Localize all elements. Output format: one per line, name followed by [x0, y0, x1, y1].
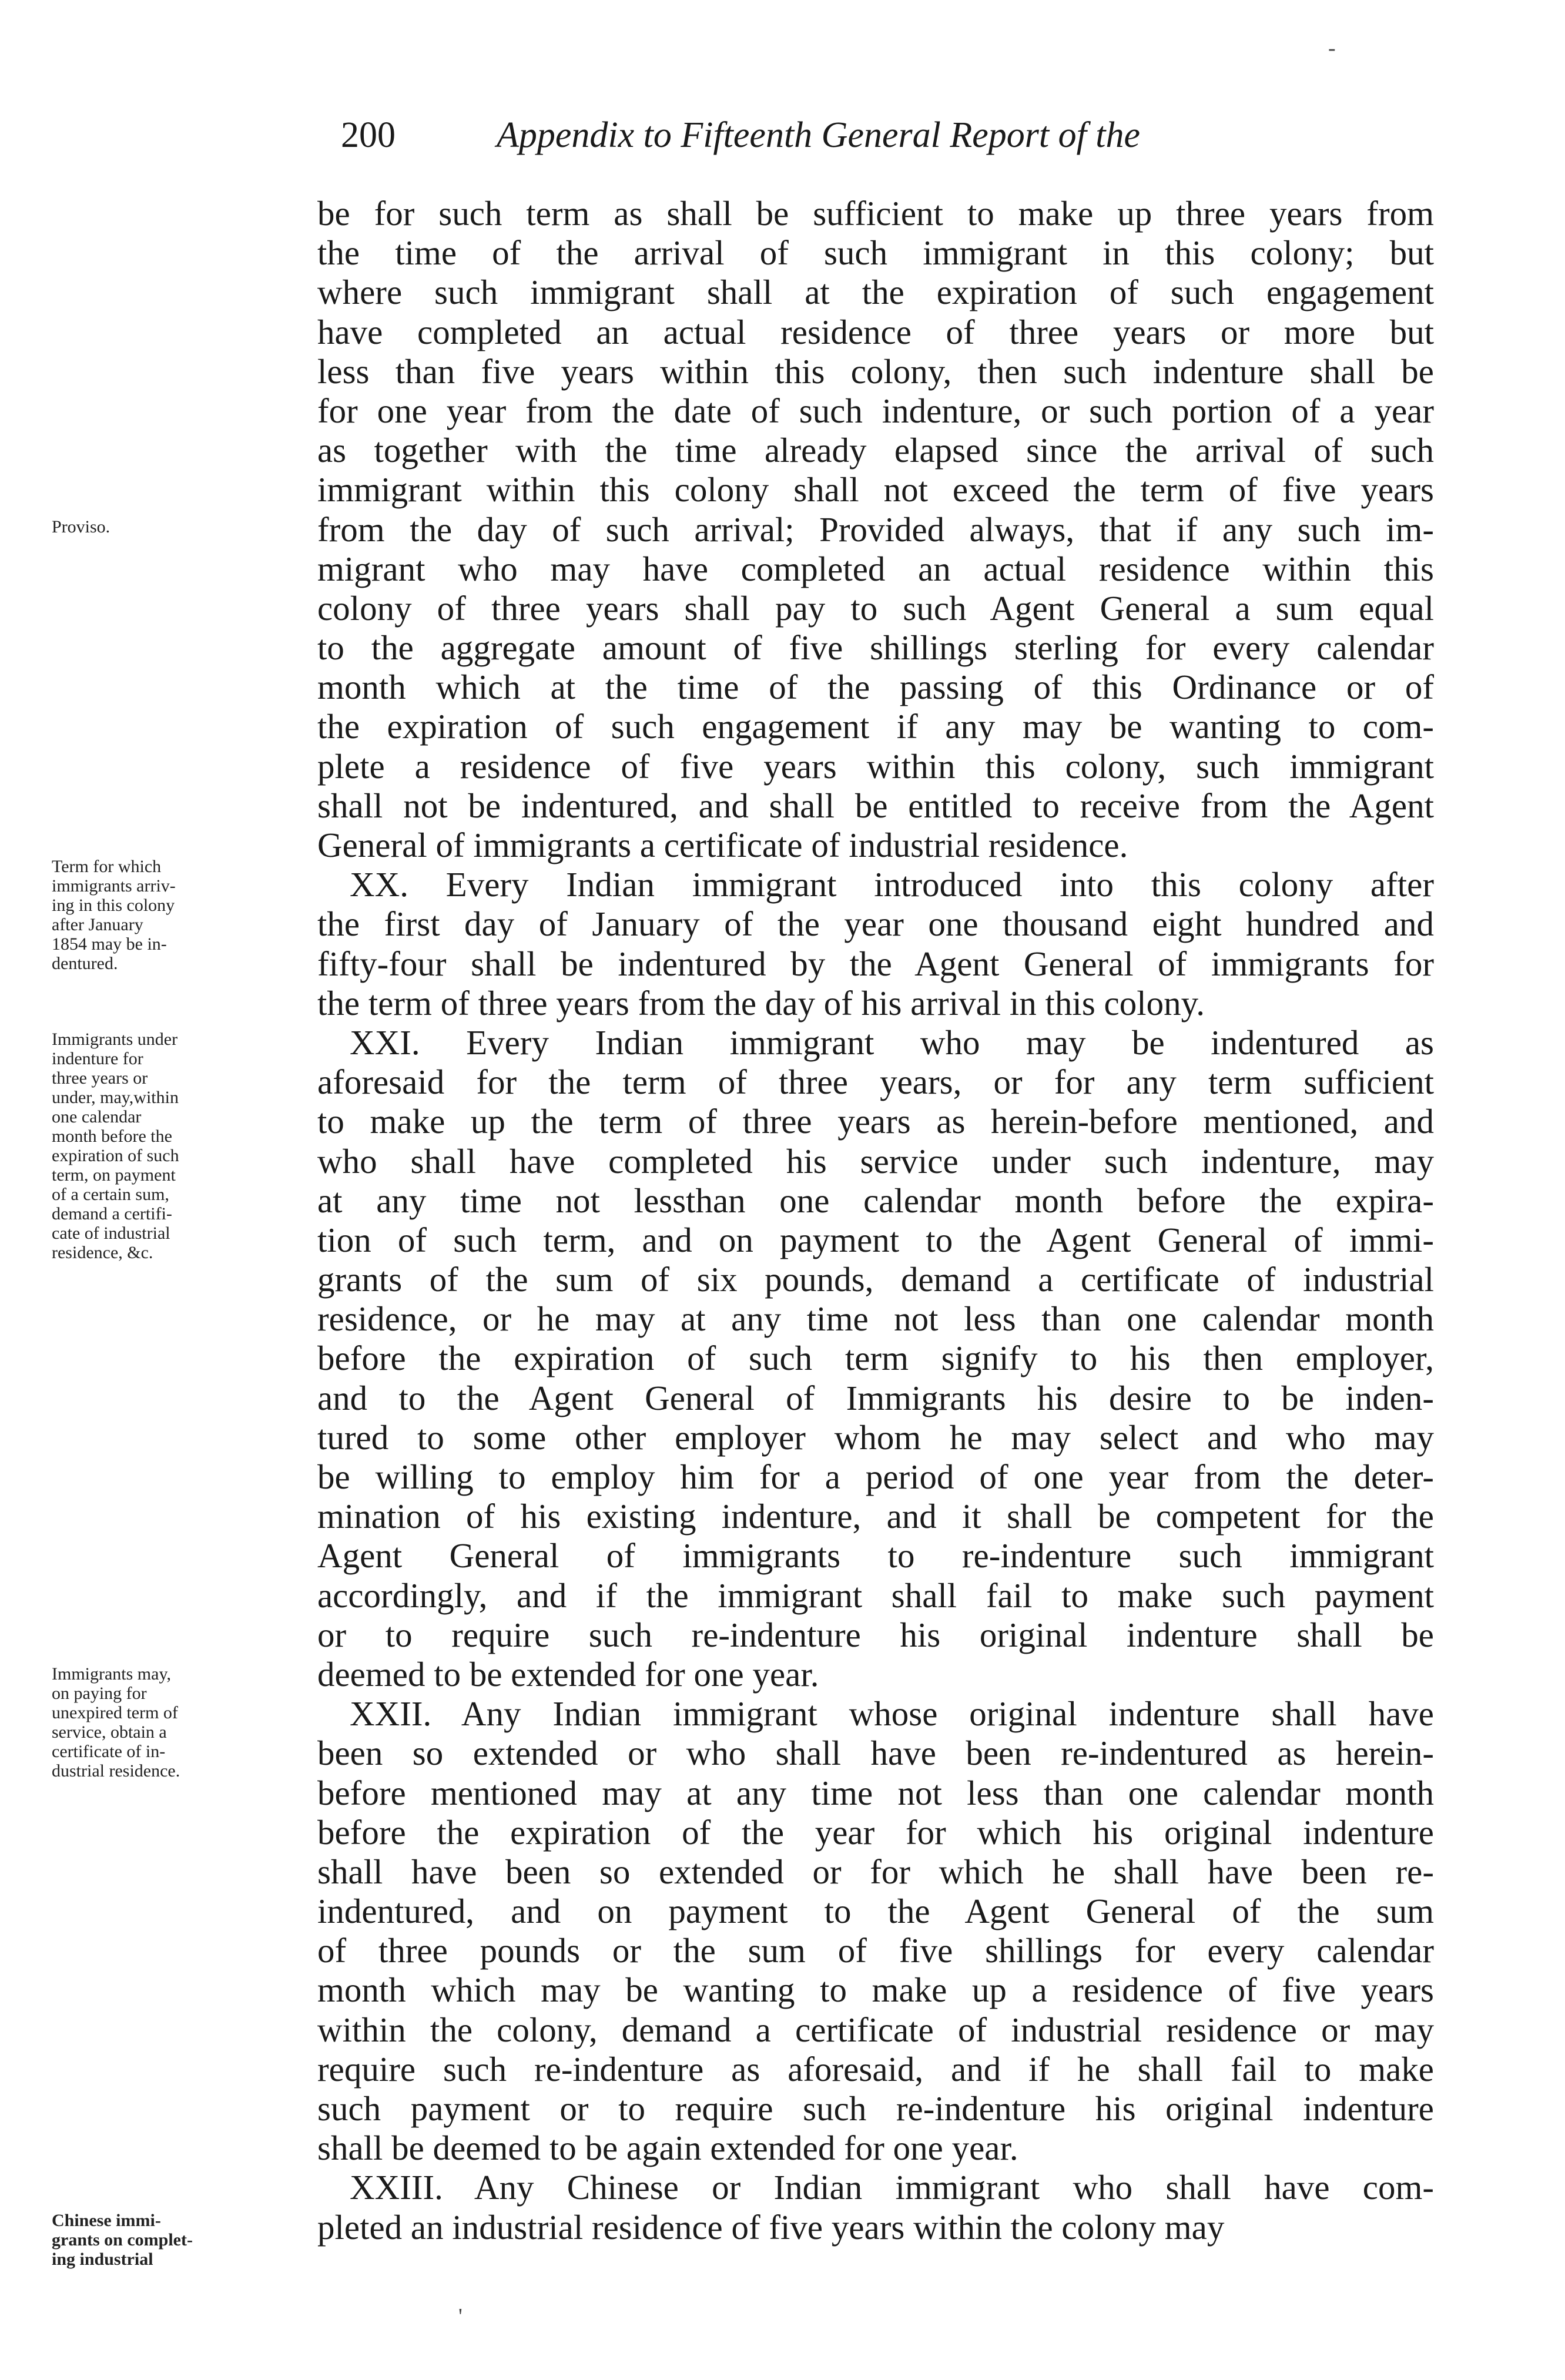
side-note-line: dustrial residence. — [52, 1761, 180, 1781]
body-line: Agent General of immigrants to re-indenture such immigrant — [317, 1536, 1434, 1576]
body-line: tured to some other employer whom he may select and who may — [317, 1417, 1434, 1457]
body-text — [317, 194, 1434, 2247]
side-note-line: Term for which — [52, 857, 162, 876]
side-note-line: immigrants arriv- — [52, 876, 176, 896]
body-line: who shall have completed his service under such indenture, may — [317, 1141, 1434, 1181]
body-line: of three pounds or the sum of five shillings for every calendar — [317, 1931, 1434, 1970]
body-line: or to require such re-indenture his original indenture shall be — [317, 1615, 1434, 1654]
side-note-line: term, on payment — [52, 1165, 176, 1185]
side-note-immigrants-under-indenture — [52, 1030, 310, 1262]
side-note-immigrants-may-obtain-certificate — [52, 1664, 310, 1781]
side-note-line: ing industrial — [52, 2250, 153, 2269]
side-note-line: Immigrants may, — [52, 1664, 172, 1684]
body-line: the term of three years from the day of his arrival in this colony. — [317, 983, 1205, 1023]
body-line: for one year from the date of such indenture, or such portion of a year — [317, 391, 1434, 430]
body-line: the expiration of such engagement if any may be wanting to com- — [317, 707, 1434, 746]
body-line: be willing to employ him for a period of one year from the deter- — [317, 1457, 1434, 1496]
body-line: before the expiration of such term signify to his then employer, — [317, 1339, 1434, 1378]
body-line: colony of three years shall pay to such Agent General a sum equal — [317, 588, 1434, 628]
side-note-line: one calendar — [52, 1107, 142, 1127]
body-line: be for such term as shall be sufficient to make up three years from — [317, 194, 1434, 233]
side-note-line: residence, &c. — [52, 1243, 153, 1262]
body-line: General of immigrants a certificate of industrial residence. — [317, 826, 1128, 864]
side-note-chinese-immigrants — [52, 2211, 310, 2269]
side-note-line: Chinese immi- — [52, 2211, 161, 2230]
side-note-line: unexpired term of — [52, 1703, 178, 1722]
body-line: where such immigrant shall at the expiration of such engagement — [317, 273, 1434, 312]
side-note-line: under, may,within — [52, 1088, 179, 1107]
body-line: accordingly, and if the immigrant shall fail to make such payment — [317, 1576, 1434, 1615]
side-note-line: dentured. — [52, 954, 118, 973]
body-line: month which may be wanting to make up a residence of five years — [317, 1970, 1434, 2010]
body-line: plete a residence of five years within this colony, such immigrant — [317, 746, 1434, 786]
body-line: XX. Every Indian immigrant introduced into this colony after — [350, 865, 1434, 904]
body-line: before the expiration of the year for which his original indenture — [317, 1812, 1434, 1852]
body-line: before mentioned may at any time not less than one calendar month — [317, 1773, 1434, 1812]
body-line: tion of such term, and on payment to the Agent General of immi- — [317, 1220, 1434, 1259]
body-line: the time of the arrival of such immigrant in this colony; but — [317, 233, 1434, 273]
side-note-line: month before the — [52, 1127, 172, 1146]
side-note-line: expiration of such — [52, 1146, 179, 1165]
body-line: from the day of such arrival; Provided always, that if any such im- — [317, 509, 1434, 549]
body-line: shall not be indentured, and shall be entitled to receive from the Agent — [317, 786, 1434, 825]
side-note-line: indenture for — [52, 1049, 143, 1068]
body-line: residence, or he may at any time not less than one calendar month — [317, 1299, 1434, 1339]
body-line: such payment or to require such re-indenture his original indenture — [317, 2089, 1434, 2128]
side-note-term-for-indian-immigrants — [52, 857, 310, 973]
side-note-line: of a certain sum, — [52, 1185, 169, 1204]
side-note-line: 1854 may be in- — [52, 934, 167, 954]
side-note-line: demand a certifi- — [52, 1204, 172, 1223]
body-line: have completed an actual residence of three years or more but — [317, 312, 1434, 351]
body-line: aforesaid for the term of three years, or for any term sufficient — [317, 1062, 1434, 1102]
body-line: require such re-indenture as aforesaid, and if he shall fail to make — [317, 2049, 1434, 2089]
body-line: XXIII. Any Chinese or Indian immigrant who shall have com- — [350, 2168, 1434, 2207]
body-line: less than five years within this colony, then such indenture shall be — [317, 351, 1434, 391]
body-line: deemed to be extended for one year. — [317, 1654, 819, 1694]
body-line: the first day of January of the year one thousand eight hundred and — [317, 904, 1434, 944]
side-note-line: on paying for — [52, 1684, 147, 1703]
body-line: been so extended or who shall have been re-indentured as herein- — [317, 1734, 1434, 1773]
body-line: to the aggregate amount of five shillings sterling for every calendar — [317, 628, 1434, 668]
body-line: fifty-four shall be indentured by the Agent General of immigrants for — [317, 944, 1434, 983]
body-line: grants of the sum of six pounds, demand a certificate of industrial — [317, 1260, 1434, 1299]
side-note-proviso — [52, 517, 310, 537]
side-note-line: grants on complet- — [52, 2230, 193, 2250]
body-line: and to the Agent General of Immigrants his desire to be inden- — [317, 1378, 1434, 1417]
side-note-line: three years or — [52, 1068, 148, 1088]
body-line: pleted an industrial residence of five years within the colony may — [317, 2207, 1225, 2247]
page-number: 200 — [341, 115, 396, 155]
body-line: to make up the term of three years as herein-before mentioned, and — [317, 1102, 1434, 1141]
body-line: migrant who may have completed an actual residence within this — [317, 549, 1434, 588]
side-note-line: certificate of in- — [52, 1742, 166, 1761]
body-line: indentured, and on payment to the Agent General of the sum — [317, 1892, 1434, 1931]
body-line: mination of his existing indenture, and it shall be competent for the — [317, 1497, 1434, 1536]
body-line: as together with the time already elapsed since the arrival of such — [317, 431, 1434, 470]
margin-stray-mark: - — [1328, 36, 1336, 61]
body-line: XXI. Every Indian immigrant who may be indentured as — [350, 1023, 1434, 1062]
side-note-line: Proviso. — [52, 517, 110, 537]
body-line: within the colony, demand a certificate of industrial residence or may — [317, 2010, 1434, 2049]
side-note-line: cate of industrial — [52, 1223, 170, 1243]
side-note-line: service, obtain a — [52, 1722, 167, 1742]
body-line: at any time not lessthan one calendar month before the expira- — [317, 1181, 1434, 1220]
side-note-line: ing in this colony — [52, 896, 175, 915]
body-line: XXII. Any Indian immigrant whose original indenture shall have — [350, 1694, 1434, 1734]
running-title: Appendix to Fifteenth General Report of the — [497, 115, 1141, 155]
body-line: shall have been so extended or for which he shall have been re- — [317, 1852, 1434, 1891]
body-line: immigrant within this colony shall not exceed the term of five years — [317, 470, 1434, 509]
side-note-line: Immigrants under — [52, 1030, 178, 1049]
body-line: shall be deemed to be again extended for one year. — [317, 2128, 1018, 2168]
margin-stray-mark: ' — [458, 2304, 463, 2329]
body-line: month which at the time of the passing of this Ordinance or of — [317, 668, 1434, 707]
side-note-line: after January — [52, 915, 143, 934]
